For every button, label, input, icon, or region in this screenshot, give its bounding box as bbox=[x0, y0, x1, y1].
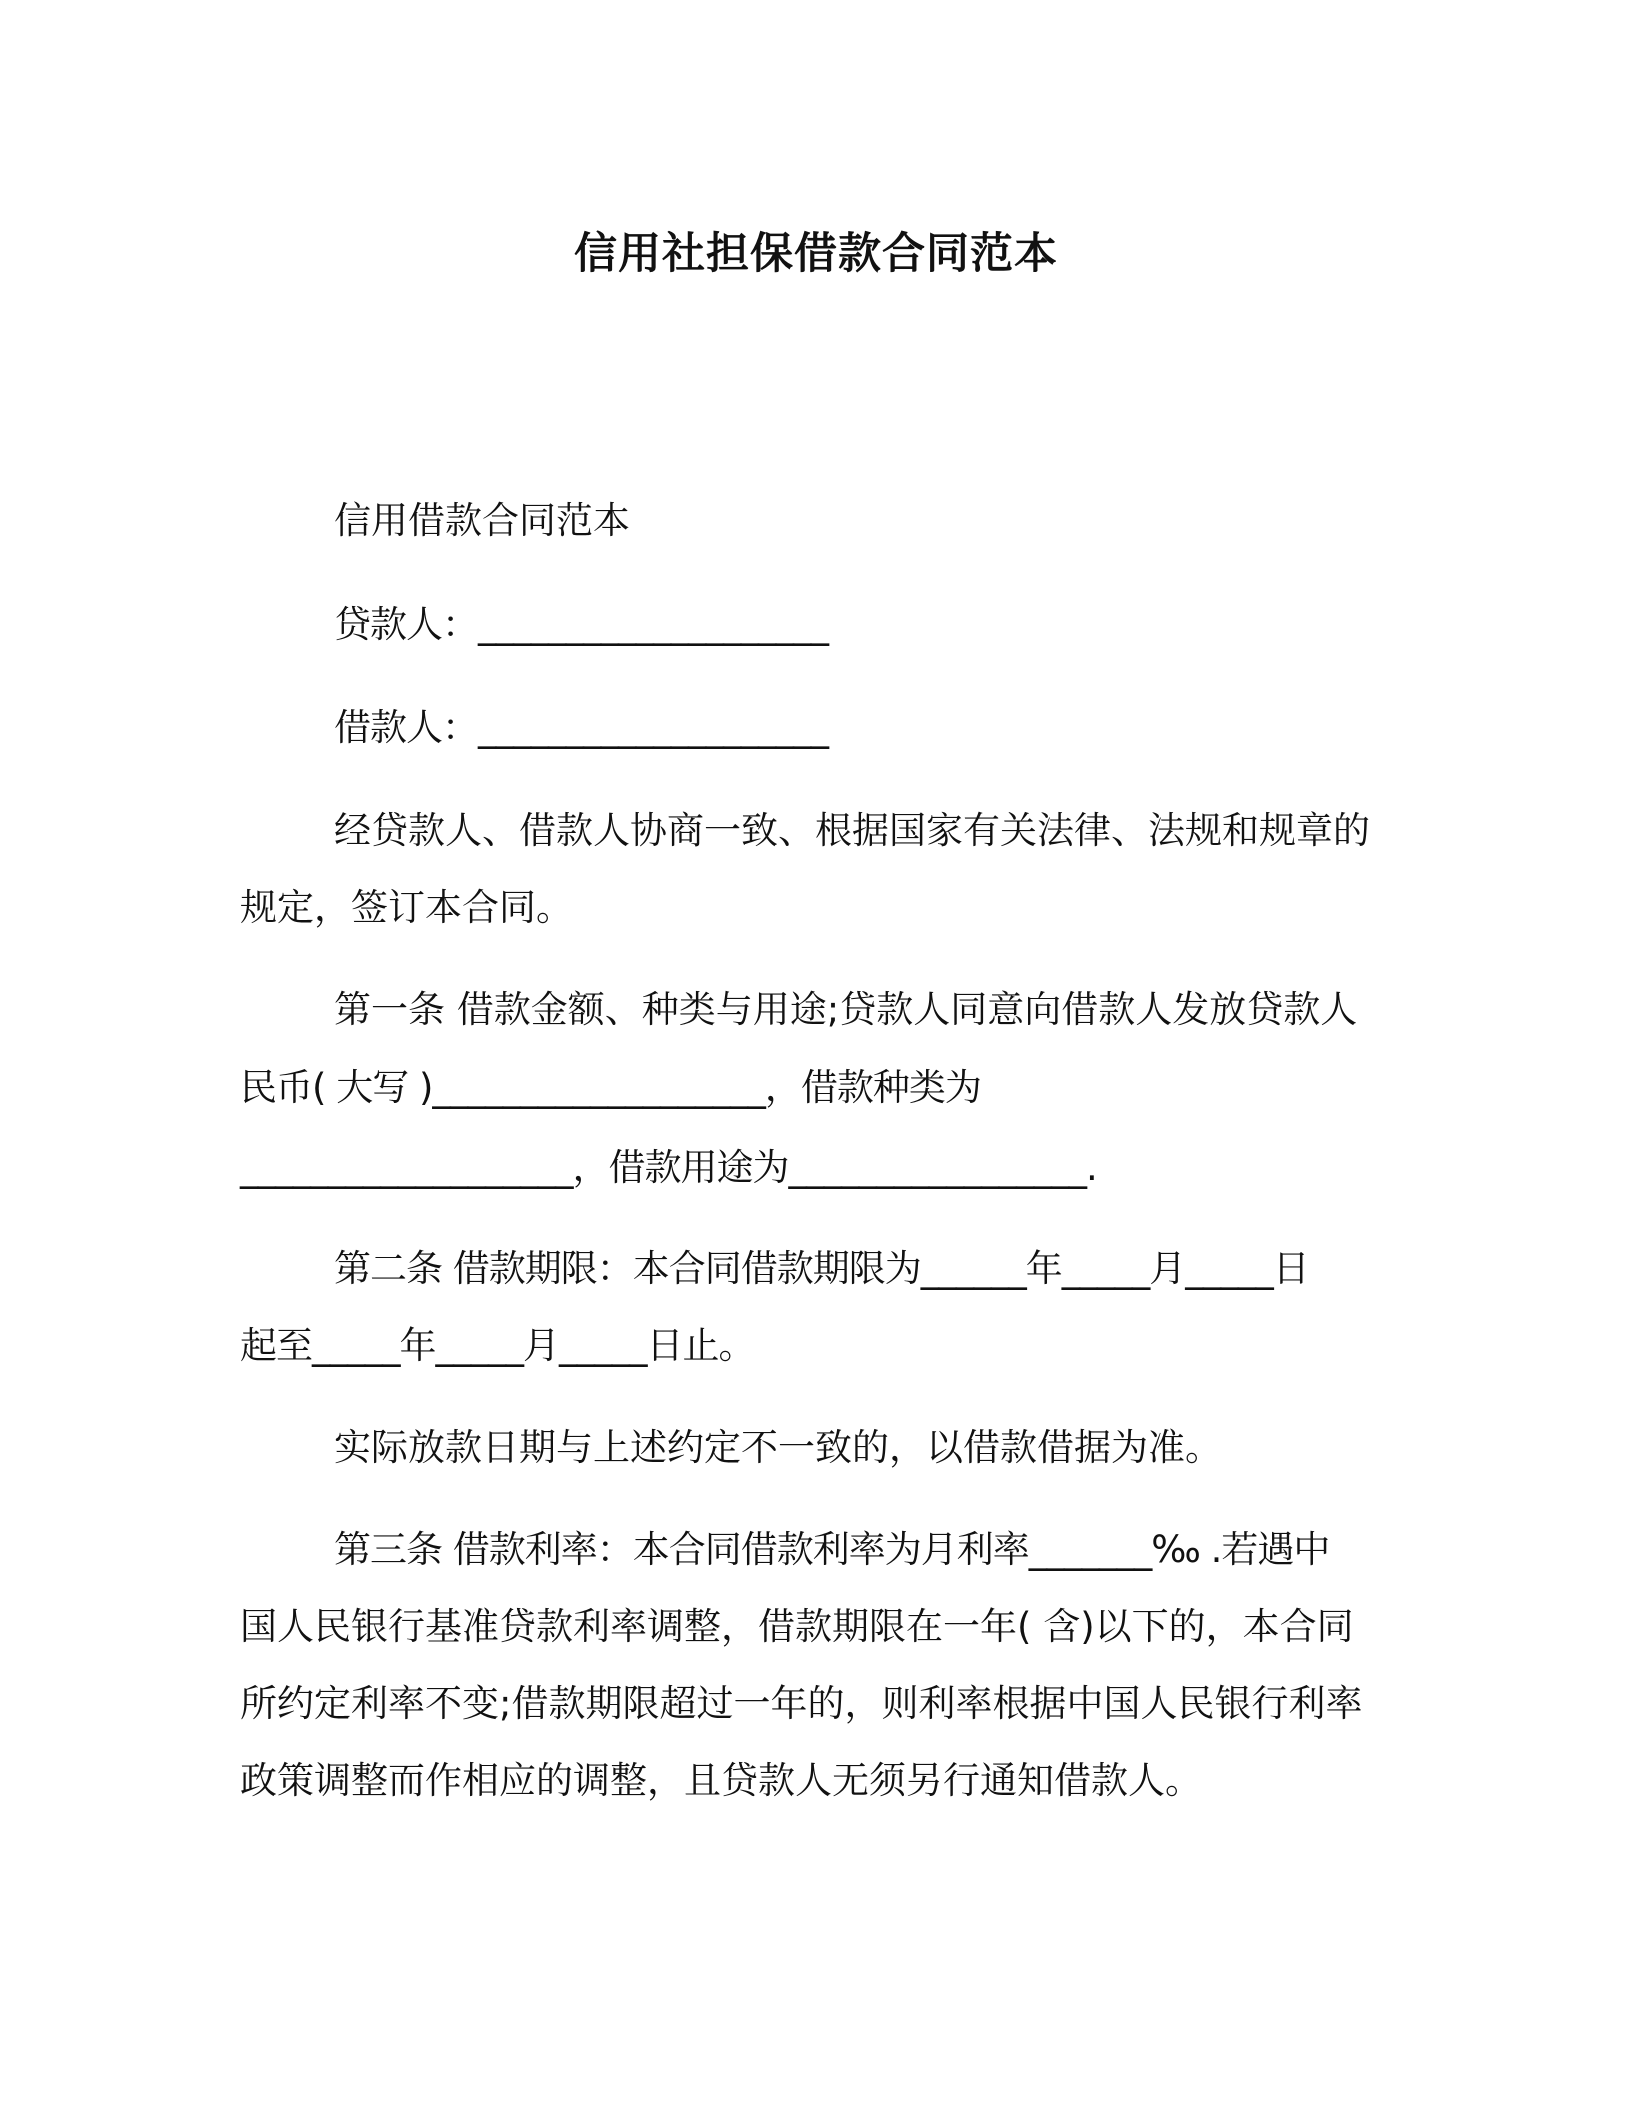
article-2-line-2: 起至_____年_____月_____日止。 bbox=[240, 1324, 755, 1367]
article-3-line-4: 政策调整而作相应的调整，且贷款人无须另行通知借款人。 bbox=[240, 1759, 1202, 1802]
preamble-line-1: 经贷款人、借款人协商一致、根据国家有关法律、法规和规章的 bbox=[334, 809, 1370, 852]
article-3-line-1: 第三条 借款利率：本合同借款利率为月利率_______‰ .若遇中 bbox=[334, 1528, 1330, 1571]
article-3-line-2: 国人民银行基准贷款利率调整，借款期限在一年( 含)以下的，本合同 bbox=[240, 1605, 1354, 1648]
article-2-line-1: 第二条 借款期限：本合同借款期限为______年_____月_____日 bbox=[334, 1247, 1309, 1290]
article-1-line-1: 第一条 借款金额、种类与用途;贷款人同意向借款人发放贷款人 bbox=[334, 988, 1358, 1031]
lender-line: 贷款人：____________________ bbox=[334, 603, 828, 646]
borrower-line: 借款人：____________________ bbox=[334, 706, 828, 749]
disbursement-note: 实际放款日期与上述约定不一致的，以借款借据为准。 bbox=[334, 1426, 1222, 1469]
article-1-line-2: 民币( 大写 )___________________，借款种类为 bbox=[240, 1066, 981, 1109]
article-1-line-3: ___________________，借款用途为_________________. bbox=[240, 1146, 1097, 1189]
preamble-line-2: 规定，签订本合同。 bbox=[240, 886, 573, 929]
article-3-line-3: 所约定利率不变;借款期限超过一年的，则利率根据中国人民银行利率 bbox=[240, 1682, 1363, 1725]
document-title: 信用社担保借款合同范本 bbox=[574, 229, 1058, 279]
subtitle-line: 信用借款合同范本 bbox=[334, 499, 630, 542]
